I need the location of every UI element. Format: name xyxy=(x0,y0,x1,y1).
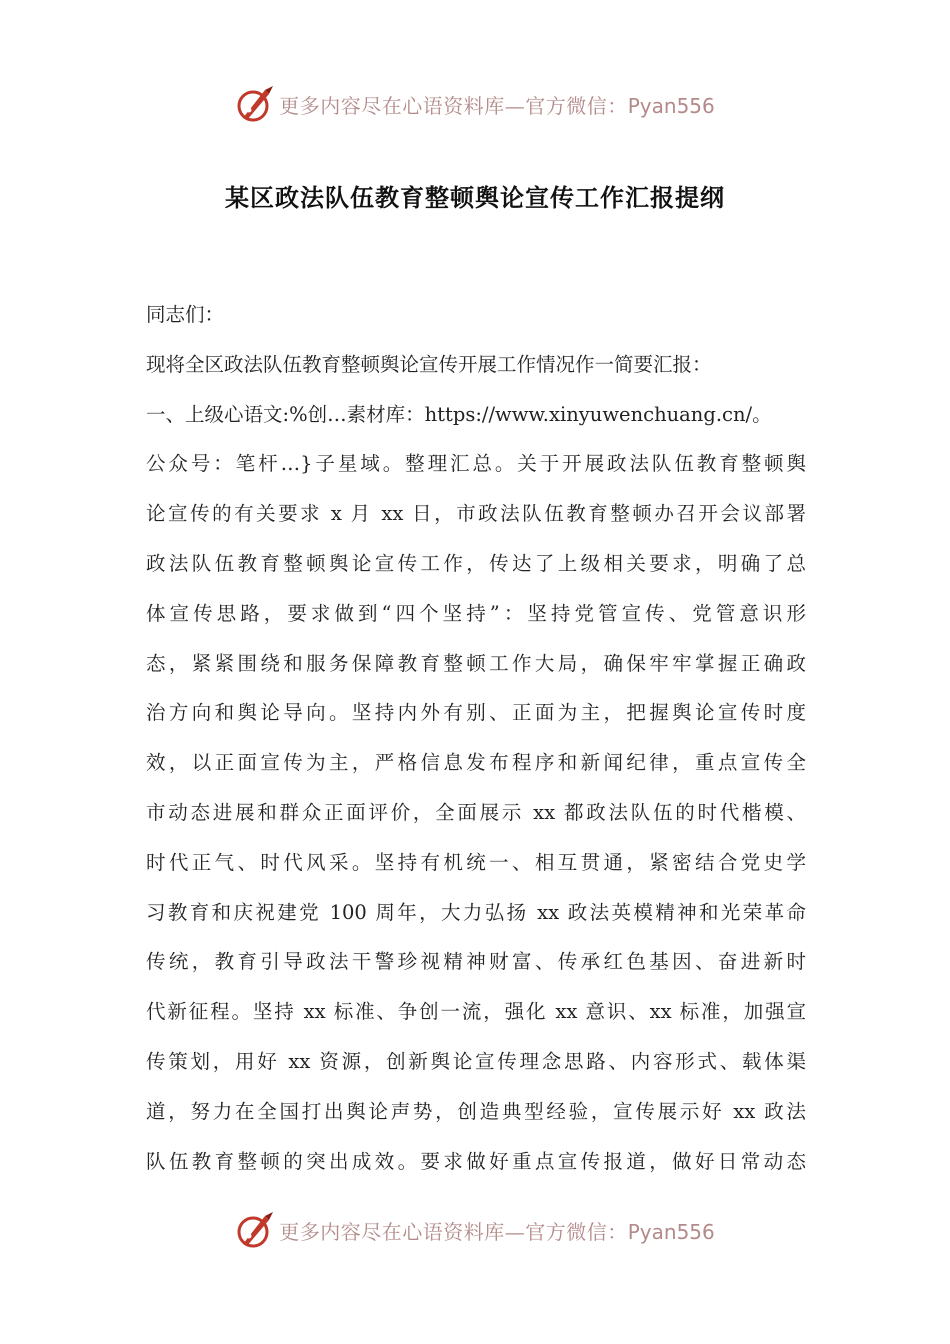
text-line: 公众号：笔杆…}子星域。整理汇总。关于开展政法队伍教育整顿舆 xyxy=(146,452,806,476)
text-line: 同志们： xyxy=(146,303,225,326)
text-line: 时代正气、时代风采。坚持有机统一、相互贯通，紧密结合党史学 xyxy=(146,850,806,874)
text-line: 一、上级心语文:%创…素材库：https://www.xinyuwenchuang.cn/。 xyxy=(146,402,772,426)
watermark-brand: Pyan556 xyxy=(627,1219,715,1244)
text-line: 体宣传思路，要求做到“四个坚持”：坚持党管宣传、党管意识形 xyxy=(146,601,806,625)
text-line: 态，紧紧围绕和服务保障教育整顿工作大局，确保牢牢掌握正确政 xyxy=(146,651,806,675)
text-line: 治方向和舆论导向。坚持内外有别、正面为主，把握舆论宣传时度 xyxy=(146,701,806,725)
text-line: 传策划，用好 xx 资源，创新舆论宣传理念思路、内容形式、载体渠 xyxy=(146,1049,806,1073)
document-body xyxy=(146,290,806,1186)
text-line: 效，以正面宣传为主，严格信息发布程序和新闻纪律，重点宣传全 xyxy=(146,751,806,775)
text-line: 现将全区政法队伍教育整顿舆论宣传开展工作情况作一简要汇报： xyxy=(146,352,712,376)
quill-logo-icon xyxy=(235,1210,275,1250)
watermark-text: 更多内容尽在心语资料库—官方微信：Pyan556 xyxy=(279,93,715,118)
text-line: 论宣传的有关要求 x 月 xx 日，市政法队伍教育整顿办召开会议部署 xyxy=(146,502,806,526)
text-line: 市动态进展和群众正面评价，全面展示 xx 都政法队伍的时代楷模、 xyxy=(146,800,806,824)
text-line: 代新征程。坚持 xx 标准、争创一流，强化 xx 意识、xx 标准，加强宣 xyxy=(146,1000,806,1024)
document-title: 某区政法队伍教育整顿舆论宣传工作汇报提纲 xyxy=(225,183,725,212)
quill-logo-icon xyxy=(235,84,275,124)
watermark-text: 更多内容尽在心语资料库—官方微信：Pyan556 xyxy=(279,1219,715,1244)
watermark-brand: Pyan556 xyxy=(627,93,715,118)
text-line: 习教育和庆祝建党 100 周年，大力弘扬 xx 政法英模精神和光荣革命 xyxy=(146,900,806,924)
text-line: 道，努力在全国打出舆论声势，创造典型经验，宣传展示好 xx 政法 xyxy=(146,1099,806,1123)
text-line: 政法队伍教育整顿舆论宣传工作，传达了上级相关要求，明确了总 xyxy=(146,551,806,575)
footer-watermark xyxy=(0,1208,950,1252)
text-line: 队伍教育整顿的突出成效。要求做好重点宣传报道，做好日常动态 xyxy=(146,1149,806,1173)
text-line: 传统，教育引导政法干警珍视精神财富、传承红色基因、奋进新时 xyxy=(146,950,806,974)
header-watermark xyxy=(0,82,950,126)
